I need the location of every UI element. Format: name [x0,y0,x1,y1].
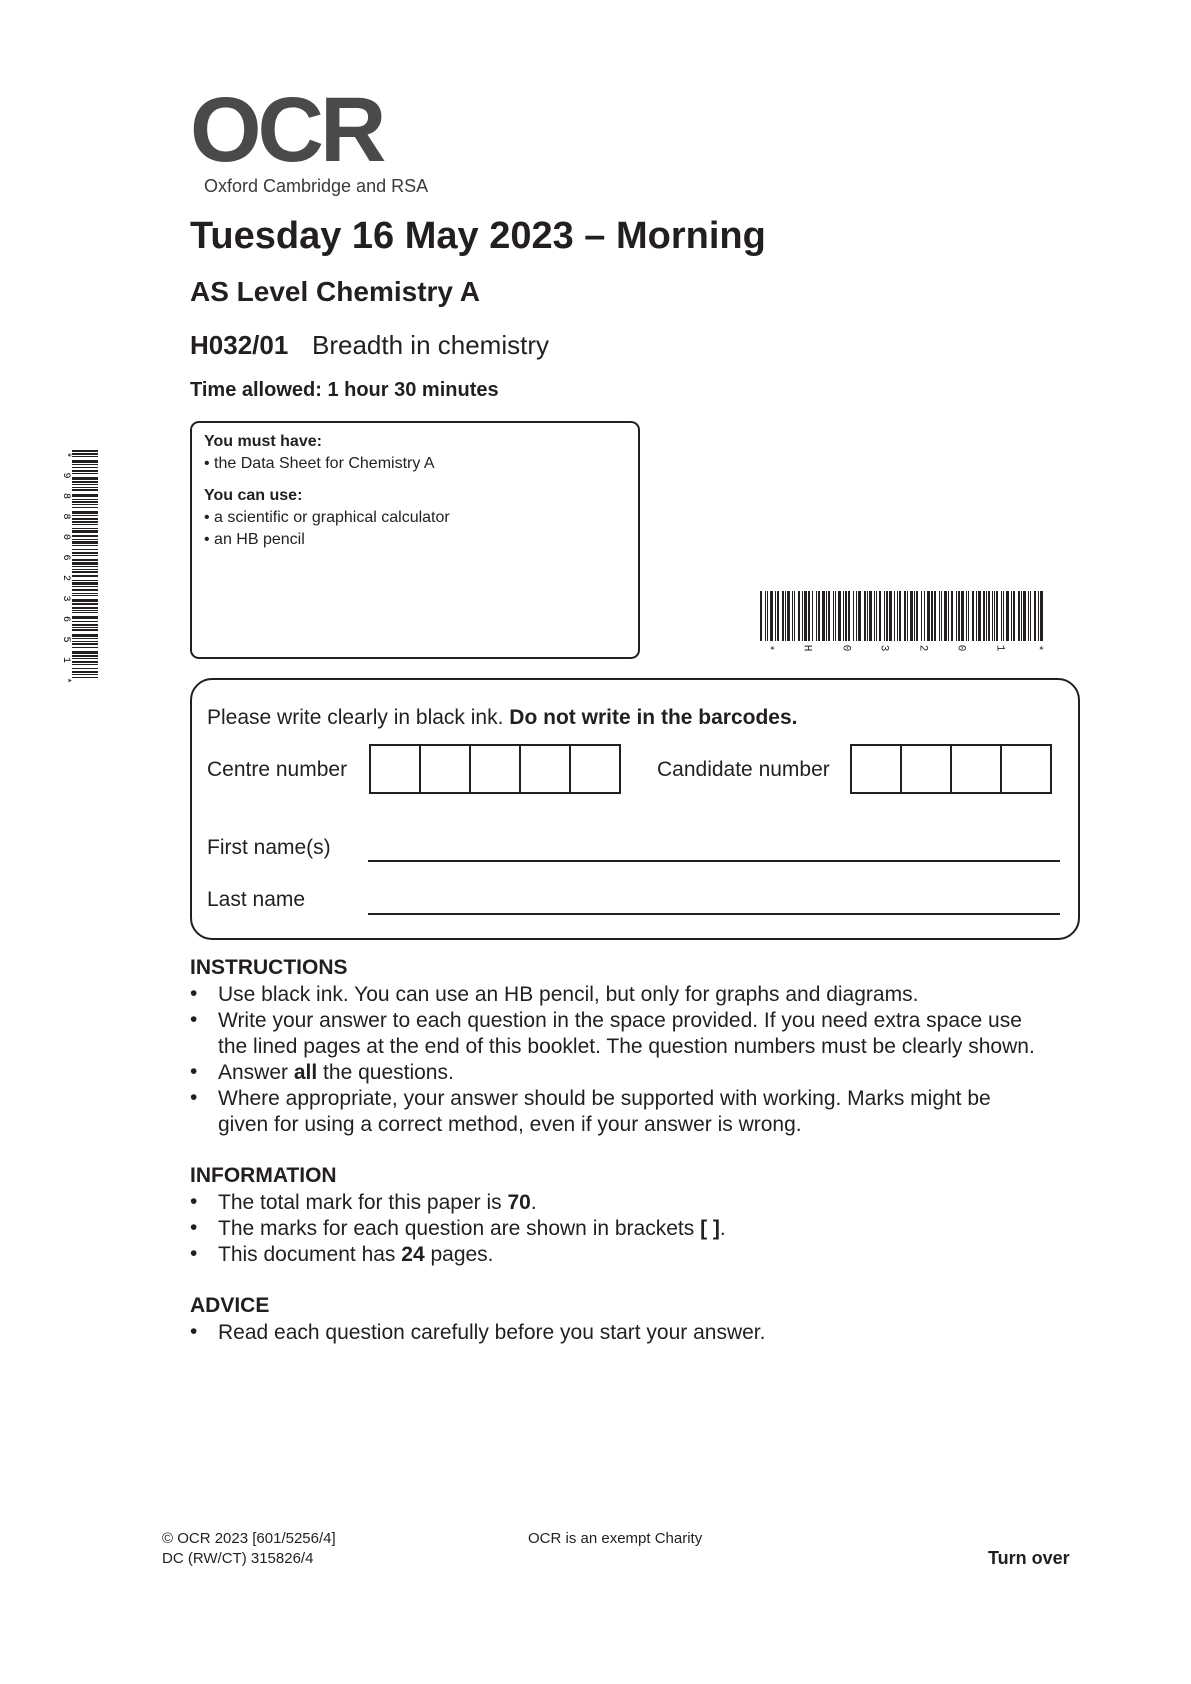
instruction-text: Write your answer to each question in the space provided. If you need extra space use the lined pages at the end of this booklet. The question numbers must be clearly shown. [218,1009,1035,1058]
advice-text: Read each question carefully before you start your answer. [218,1321,766,1344]
barcode-bar [777,591,779,641]
barcode-bar [72,624,98,626]
barcode-bar [921,591,922,641]
barcode-bar [889,591,892,641]
can-use-item: • an HB pencil [204,531,305,548]
barcode-bar [72,674,98,675]
barcode-bar [72,477,98,480]
barcode-bar [874,591,875,641]
barcode-bar [72,555,98,556]
instruction-bold-text: Do not write in the barcodes. [509,706,798,729]
candidate-number-digit-box[interactable] [900,744,952,794]
candidate-details-box [190,678,1080,940]
barcode-bar [72,582,98,585]
barcode-bar [867,591,868,641]
barcode-digit: * [1031,644,1044,652]
barcode-bar [914,591,915,641]
barcode-bar [72,671,98,673]
instructions-heading: INSTRUCTIONS [190,956,348,979]
side-barcode [58,448,98,684]
barcode-bar [972,591,974,641]
barcode-bar [72,460,98,463]
barcode-bar [770,591,773,641]
barcode-bar [72,643,98,645]
total-mark-text: The total mark for this paper is [218,1191,508,1214]
time-allowed: Time allowed: 1 hour 30 minutes [190,379,499,401]
barcode-bar [956,591,957,641]
barcode-bar [72,524,98,525]
barcode-bar [72,638,98,639]
exam-date-title: Tuesday 16 May 2023 – Morning [190,215,766,257]
total-mark-value: 70 [507,1191,531,1214]
barcode-bar [856,591,857,641]
barcode-bar [792,591,793,641]
barcode-bar [72,541,98,544]
barcode-bar [72,549,98,550]
barcode-bar [910,591,913,641]
answer-bold-text: all [293,1061,318,1084]
instruction-text: Where appropriate, your answer should be supported with working. Marks might be given for using a correct method, even if your answer is wrong. [218,1087,991,1136]
barcode-bar [994,591,995,641]
barcode-bar [858,591,861,641]
barcode-bar [72,595,98,596]
barcode-bar [808,591,810,641]
barcode-bar [72,629,98,631]
barcode-bar [72,627,98,628]
pages-count: 24 [401,1243,425,1266]
candidate-number-label: Candidate number [657,758,830,781]
charity-text: OCR is an exempt Charity [528,1530,703,1547]
barcode-bar [899,591,901,641]
barcode-bar [804,591,807,641]
barcode-bar [976,591,977,641]
barcode-bar [72,641,98,642]
total-mark-text: . [530,1191,537,1214]
barcode-bar [983,591,985,641]
side-barcode-digit: 6 [60,616,71,623]
barcode-bar [72,535,98,537]
barcode-bar [1018,591,1020,641]
barcode-bar [897,591,898,641]
barcode-bar [72,571,98,573]
barcode-bar [1023,591,1026,641]
barcode-bar [72,499,98,500]
pages-text: pages. [424,1243,494,1266]
ocr-logo: OCR [190,79,383,181]
barcode-bar [72,610,98,611]
barcode-digit: 0 [954,644,967,652]
barcode-bar [775,591,776,641]
marks-text: . [719,1217,726,1240]
instruction-text: Use black ink. You can use an HB pencil, but only for graphs and diagrams. [218,983,919,1006]
barcode-bar [72,575,98,577]
answer-text: Answer [218,1061,294,1084]
write-clearly-instruction [207,706,798,730]
barcode-bar [1040,591,1043,641]
barcode-bar [992,591,993,641]
copyright-text: © OCR 2023 [601/5256/4] [162,1530,336,1547]
barcode-bar [72,607,98,609]
side-barcode-digit: 8 [60,513,71,520]
barcode-bar [886,591,888,641]
dc-code-text: DC (RW/CT) 315826/4 [162,1550,314,1567]
side-barcode-digit: 5 [60,636,71,643]
barcode-bar [941,591,942,641]
barcode-bar [785,591,786,641]
barcode-bar [948,591,949,641]
bullet-icon: • [190,1242,198,1265]
barcode-bar [72,658,98,659]
equipment-box [190,421,640,659]
barcode-digit: * [762,644,775,652]
turn-over-text: Turn over [988,1548,1070,1568]
side-barcode-digit: 9 [60,472,71,479]
barcode-bar [968,591,969,641]
barcode-bar [72,599,98,602]
candidate-number-digit-box[interactable] [950,744,1002,794]
candidate-number-digit-box[interactable] [850,744,902,794]
barcode-bar [1038,591,1039,641]
barcode-bar [72,494,98,497]
barcode-bar [934,591,936,641]
barcode-bar [958,591,960,641]
barcode-bar [72,603,98,605]
candidate-number-boxes [850,744,1052,794]
barcode-bar [828,591,830,641]
barcode-bar [927,591,930,641]
barcode-digit: H [800,644,813,652]
barcode-bar [72,518,98,520]
barcode-bar [72,501,98,503]
barcode-bar [833,591,834,641]
side-barcode-digit: * [60,452,71,459]
barcode-bar [864,591,866,641]
barcode-bar [848,591,850,641]
barcode-bar [72,489,98,491]
barcode-bar [944,591,947,641]
barcode-bar [72,539,98,540]
barcode-bar [794,591,795,641]
bullet-icon: • [190,1008,198,1031]
barcode-bar [72,515,98,516]
main-barcode-digits [758,641,1046,655]
barcode-bar [72,453,98,455]
barcode-bar [996,591,998,641]
side-barcode-digit: * [60,677,71,684]
barcode-bar [72,566,98,567]
side-barcode-digit: 8 [60,493,71,500]
centre-number-boxes [369,744,621,794]
side-barcode-digit: 2 [60,575,71,582]
barcode-bar [72,668,98,669]
barcode-bar [904,591,906,641]
barcode-digit: 1 [993,644,1006,652]
barcode-bar [72,621,98,622]
information-text [218,1216,1098,1242]
barcode-bar [72,521,98,523]
barcode-bar [72,651,98,654]
barcode-bar [72,634,98,637]
barcode-bar [924,591,925,641]
barcode-digit: 0 [839,644,852,652]
barcode-bar [853,591,854,641]
barcode-bar [816,591,817,641]
barcode-bar [1011,591,1012,641]
barcode-bar [822,591,825,641]
bullet-icon: • [190,982,198,1005]
barcode-bar [72,559,98,561]
barcode-bar [884,591,885,641]
barcode-bar [798,591,800,641]
barcode-bar [812,591,813,641]
candidate-number-digit-box[interactable] [1000,744,1052,794]
answer-text: the questions. [317,1061,454,1084]
side-barcode-digit: 6 [60,554,71,561]
barcode-bar [931,591,933,641]
barcode-bar [1013,591,1015,641]
barcode-bar [1001,591,1002,641]
barcode-bar [72,484,98,485]
barcode-bar [760,591,762,641]
bullet-icon: • [190,1190,198,1213]
must-have-heading: You must have: [204,433,322,450]
barcode-bar [787,591,790,641]
centre-number-digit-box[interactable] [519,744,571,794]
barcode-digit: 2 [916,644,929,652]
marks-brackets: [ ] [700,1217,720,1240]
information-text [218,1242,1098,1268]
barcode-digit: 3 [877,644,890,652]
barcode-bar [765,591,766,641]
barcode-bar [1034,591,1036,641]
must-have-item: • the Data Sheet for Chemistry A [204,455,435,472]
barcode-bar [72,593,98,594]
barcode-bar [72,647,98,648]
pages-text: This document has [218,1243,402,1266]
barcode-bar [782,591,784,641]
barcode-bar [835,591,836,641]
advice-heading: ADVICE [190,1294,270,1317]
barcode-bar [72,456,98,457]
barcode-bar [72,569,98,570]
barcode-bar [72,661,98,663]
last-name-line[interactable] [368,913,1060,915]
barcode-bar [72,580,98,581]
barcode-bar [767,591,768,641]
paper-name: Breadth in chemistry [312,330,549,360]
information-text [218,1190,1098,1216]
side-barcode-digit: 1 [60,657,71,664]
barcode-bar [961,591,964,641]
barcode-bar [72,528,98,529]
barcode-bar [818,591,820,641]
barcode-bar [1006,591,1009,641]
barcode-bar [978,591,981,641]
barcode-bar [72,450,98,452]
barcode-bar [72,504,98,505]
barcode-bar [72,487,98,488]
barcode-bar [843,591,844,641]
centre-number-digit-box[interactable] [469,744,521,794]
barcode-bar [72,552,98,554]
side-barcode-digit: 3 [60,595,71,602]
barcode-bar [1028,591,1029,641]
bullet-icon: • [190,1320,198,1343]
barcode-bar [1003,591,1004,641]
barcode-bar [72,530,98,533]
paper-code: H032/01 [190,330,289,360]
barcode-bar [72,511,98,514]
barcode-bar [72,677,98,678]
barcode-bar [939,591,940,641]
barcode-bar [826,591,827,641]
instruction-text [218,1060,1098,1086]
barcode-bar [72,507,98,508]
barcode-bar [72,545,98,546]
barcode-bar [72,664,98,665]
side-barcode-digit: 0 [60,534,71,541]
barcode-bar [951,591,953,641]
centre-number-label: Centre number [207,758,348,781]
barcode-bar [879,591,881,641]
barcode-bar [72,589,98,591]
barcode-bar [72,562,98,565]
barcode-bar [72,612,98,613]
barcode-bar [966,591,967,641]
barcode-bar [1021,591,1022,641]
barcode-bar [802,591,803,641]
marks-text: The marks for each question are shown in brackets [218,1217,701,1240]
barcode-bar [907,591,908,641]
qualification-title: AS Level Chemistry A [190,276,480,307]
instruction-text: Please write clearly in black ink. [207,706,510,729]
barcode-bar [916,591,918,641]
bullet-icon: • [190,1216,198,1239]
bullet-icon: • [190,1060,198,1083]
barcode-bar [986,591,987,641]
barcode-bar [1030,591,1031,641]
barcode-bar [72,655,98,657]
barcode-bar [894,591,895,641]
barcode-bar [845,591,847,641]
barcode-bar [72,467,98,468]
can-use-heading: You can use: [204,487,303,504]
can-use-item: • a scientific or graphical calculator [204,509,450,526]
information-heading: INFORMATION [190,1164,337,1187]
centre-number-digit-box[interactable] [369,744,421,794]
first-name-label: First name(s) [207,836,331,859]
last-name-label: Last name [207,888,306,911]
barcode-bar [72,473,98,474]
barcode-bar [72,586,98,587]
centre-number-digit-box[interactable] [569,744,621,794]
barcode-bar [72,470,98,472]
first-name-line[interactable] [368,860,1060,862]
barcode-bar [876,591,877,641]
ocr-logo-subtitle: Oxford Cambridge and RSA [204,176,429,196]
barcode-bar [838,591,841,641]
barcode-bar [869,591,872,641]
barcode-bar [72,616,98,619]
barcode-bar [72,481,98,483]
barcode-bar [988,591,990,641]
bullet-icon: • [190,1086,198,1109]
barcode-bar [72,464,98,465]
centre-number-digit-box[interactable] [419,744,471,794]
